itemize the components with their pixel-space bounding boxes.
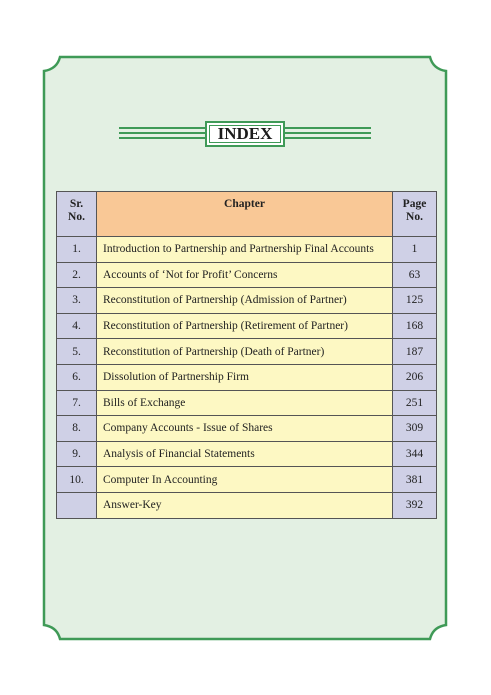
chapter-cell: Reconstitution of Partnership (Death of Partner)	[97, 339, 393, 365]
sr-cell: 6.	[57, 364, 97, 390]
table-row	[57, 364, 437, 390]
header-page-no: Page No.	[393, 192, 437, 237]
page-cell: 392	[393, 492, 437, 518]
sr-cell: 4.	[57, 313, 97, 339]
page-title-text: INDEX	[217, 124, 273, 143]
page-cell: 1	[393, 237, 437, 263]
chapter-cell: Bills of Exchange	[97, 390, 393, 416]
page-cell: 206	[393, 364, 437, 390]
sr-cell: 5.	[57, 339, 97, 365]
page-cell: 63	[393, 262, 437, 288]
page-cell: 168	[393, 313, 437, 339]
title-rule-right	[285, 127, 371, 141]
chapter-cell: Reconstitution of Partnership (Retirement of Partner)	[97, 313, 393, 339]
header-sr-no: Sr. No.	[57, 192, 97, 237]
title-rule-left	[119, 127, 205, 141]
page-cell: 344	[393, 441, 437, 467]
sr-cell: 7.	[57, 390, 97, 416]
page-cell: 309	[393, 416, 437, 442]
chapter-cell: Reconstitution of Partnership (Admission of Partner)	[97, 288, 393, 314]
sr-cell	[57, 492, 97, 518]
table-row	[57, 237, 437, 263]
header-chapter: Chapter	[97, 192, 393, 237]
table-row	[57, 492, 437, 518]
table-row	[57, 262, 437, 288]
sr-cell: 3.	[57, 288, 97, 314]
sr-cell: 1.	[57, 237, 97, 263]
table-row	[57, 416, 437, 442]
page-cell: 187	[393, 339, 437, 365]
table-row	[57, 441, 437, 467]
table-row	[57, 390, 437, 416]
sr-cell: 2.	[57, 262, 97, 288]
sr-cell: 8.	[57, 416, 97, 442]
chapter-cell: Accounts of ‘Not for Profit’ Concerns	[97, 262, 393, 288]
index-table	[56, 191, 437, 519]
page-cell: 381	[393, 467, 437, 493]
chapter-cell: Dissolution of Partnership Firm	[97, 364, 393, 390]
chapter-cell: Introduction to Partnership and Partnership Final Accounts	[97, 237, 393, 263]
table-row	[57, 313, 437, 339]
table-row	[57, 288, 437, 314]
page-title	[205, 121, 285, 147]
table-row	[57, 467, 437, 493]
chapter-cell: Company Accounts - Issue of Shares	[97, 416, 393, 442]
chapter-cell: Analysis of Financial Statements	[97, 441, 393, 467]
table-row	[57, 339, 437, 365]
sr-cell: 9.	[57, 441, 97, 467]
chapter-cell: Computer In Accounting	[97, 467, 393, 493]
table-header-row	[57, 192, 437, 237]
page-cell: 251	[393, 390, 437, 416]
sr-cell: 10.	[57, 467, 97, 493]
chapter-cell: Answer-Key	[97, 492, 393, 518]
page-cell: 125	[393, 288, 437, 314]
